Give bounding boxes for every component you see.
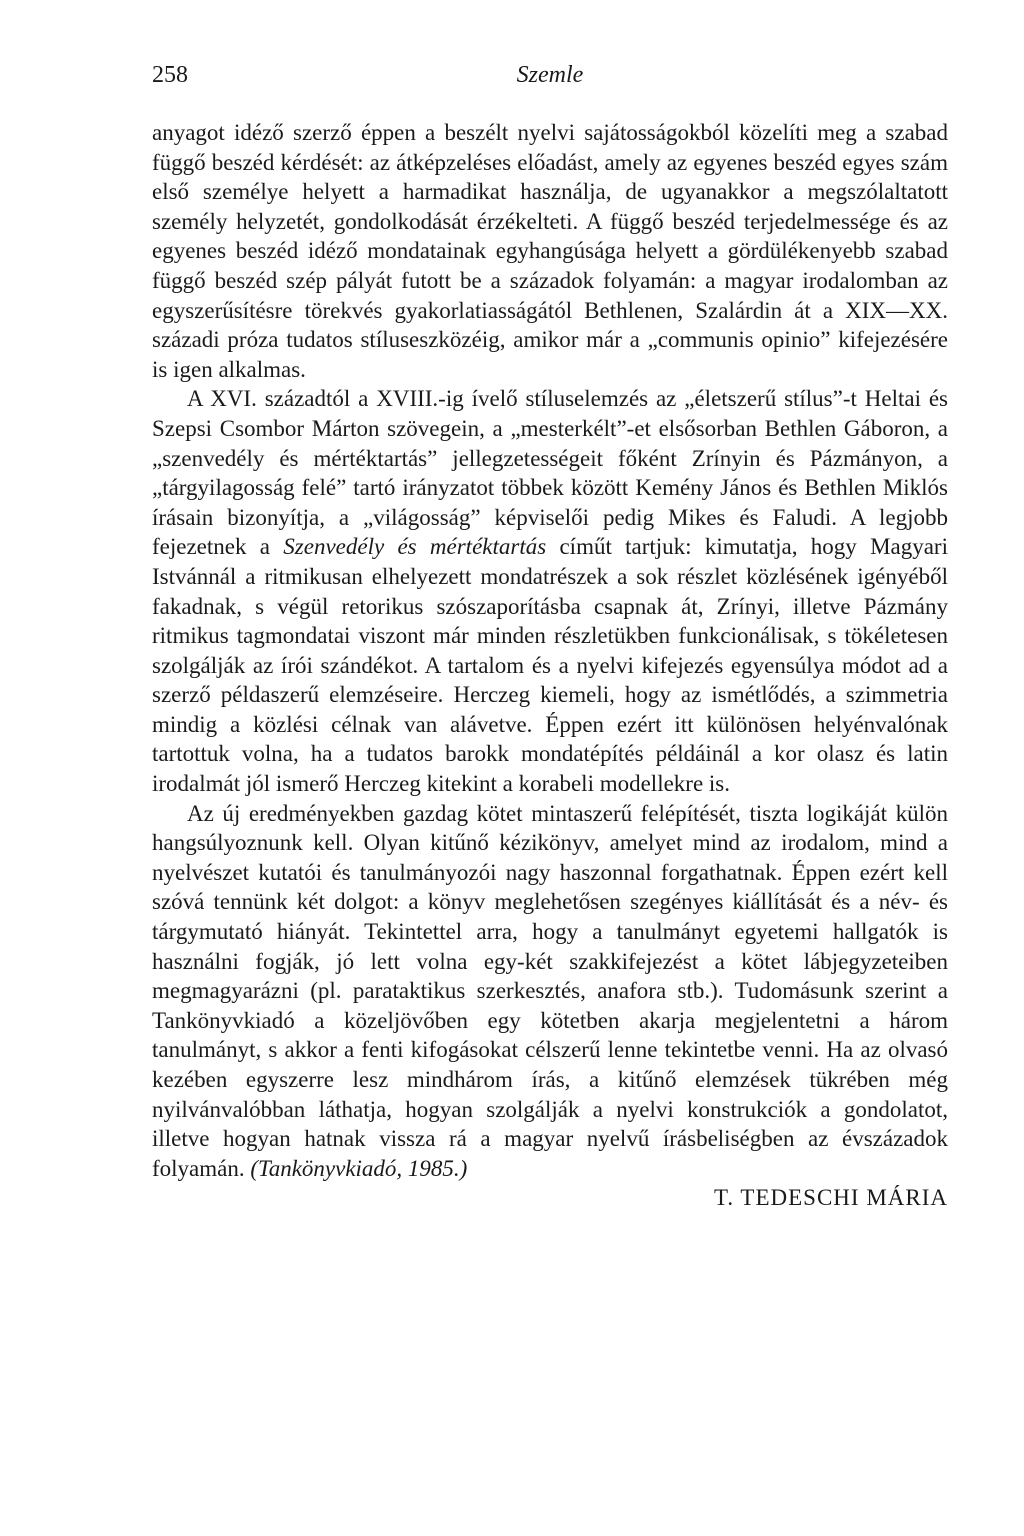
- running-head: Szemle: [516, 62, 584, 88]
- paragraph-2-text-b: címűt tartjuk: kimutatja, hogy Magyari Istvánnál a ritmikusan elhelyezett mondatrészek a sok részlet közlésének igényéből fakadnak, s végül retorikus szószaporításba csapnak át, Zrínyi, illetve Pázmány ritmikus tagmondatai viszont már minden részletükben funkcionálisak, s tökéletesen szolgálják az írói szándékot. A tartalom és a nyelvi kifejezés egyensúlya módot ad a szerző példaszerű elemzéseire. Herczeg kiemeli, hogy az ismétlődés, a szimmetria mindig a közlési célnak van alávetve. Éppen ezért itt különösen helyénvalónak tartottuk volna, ha a tudatos barokk mondatépítés példáinál a kor olasz és latin irodalmát jól ismerő Herczeg kitekint a korabeli modellekre is.: [152, 534, 948, 797]
- page-number: 258: [152, 62, 188, 88]
- paragraph-2: [152, 384, 948, 798]
- article-body: [152, 118, 948, 1213]
- paragraph-1-text: anyagot idéző szerző éppen a beszélt nyelvi sajátosságokból közelíti meg a szabad függő beszéd kérdését: az átképzeléses előadást, amely az egyenes beszéd egyes szám első személye helyett a harmadikat használja, de ugyanakkor a megszólaltatott személy helyzetét, gondolkodását érzékelteti. A függő beszéd terjedelmessége és az egyenes beszéd idéző mondatainak egyhangúsága helyett a gördülékenyebb szabad függő beszéd szép pályát futott be a századok folyamán: a magyar irodalomban az egyszerűsítésre törekvés gyakorlatiasságától Bethlenen, Szalárdin át a XIX—XX. századi próza tudatos stíluseszközéig, amikor már a „communis opinio” kifejezésére is igen alkalmas.: [152, 120, 948, 382]
- author-signature: T. TEDESCHI MÁRIA: [713, 1185, 948, 1211]
- paragraph-2-text-a: A XVI. századtól a XVIII.-ig ívelő stíluselemzés az „életszerű stílus”-t Heltai és Szepsi Csombor Márton szövegein, a „mesterkélt”-et elsősorban Bethlen Gáboron, a „szenvedély és mértéktartás” jellegzetességeit főként Zrínyin és Pázmányon, a „tárgyilagosság felé” tartó irányzatot többek között Kemény János és Bethlen Miklós írásain bizonyítja, a „világosság” képviselői pedig Mikes és Faludi. A legjobb fejezetnek a: [152, 386, 948, 560]
- paragraph-3-text: Az új eredményekben gazdag kötet mintaszerű felépítését, tiszta logikáját külön hangsúlyoznunk kell. Olyan kitűnő kézikönyv, amelyet mind az irodalom, mind a nyelvészet kutatói és tanulmányozói nagy haszonnal forgathatnak. Éppen ezért kell szóvá tennünk két dolgot: a könyv meglehetősen szegényes kiállítását és a név- és tárgymutató hiányát. Tekintettel arra, hogy a tanulmányt egyetemi hallgatók is használni fogják, jó lett volna egy-két szakkifejezést a kötet lábjegyzeteiben megmagyarázni (pl. parataktikus szerkesztés, anafora stb.). Tudomásunk szerint a Tankönyvkiadó a közeljövőben egy kötetben akarja megjelentetni a három tanulmányt, s akkor a fenti kifogásokat célszerű lenne tekintetbe venni. Ha az olvasó kezében egyszerre lesz mindhárom írás, a kitűnő elemzések tükrében még nyilvánvalóbban láthatja, hogyan szolgálják a nyelvi konstrukciók a gondolatot, illetve hogyan hatnak vissza rá a magyar nyelvű írásbeliségben az évszázadok folyamán.: [152, 800, 948, 1181]
- chapter-title-italic: Szenvedély és mértéktartás: [283, 534, 547, 560]
- page-header: [152, 58, 948, 92]
- paragraph-1: [152, 118, 948, 384]
- paragraph-3: [152, 799, 948, 1184]
- publisher-citation: (Tankönyvkiadó, 1985.): [250, 1155, 468, 1181]
